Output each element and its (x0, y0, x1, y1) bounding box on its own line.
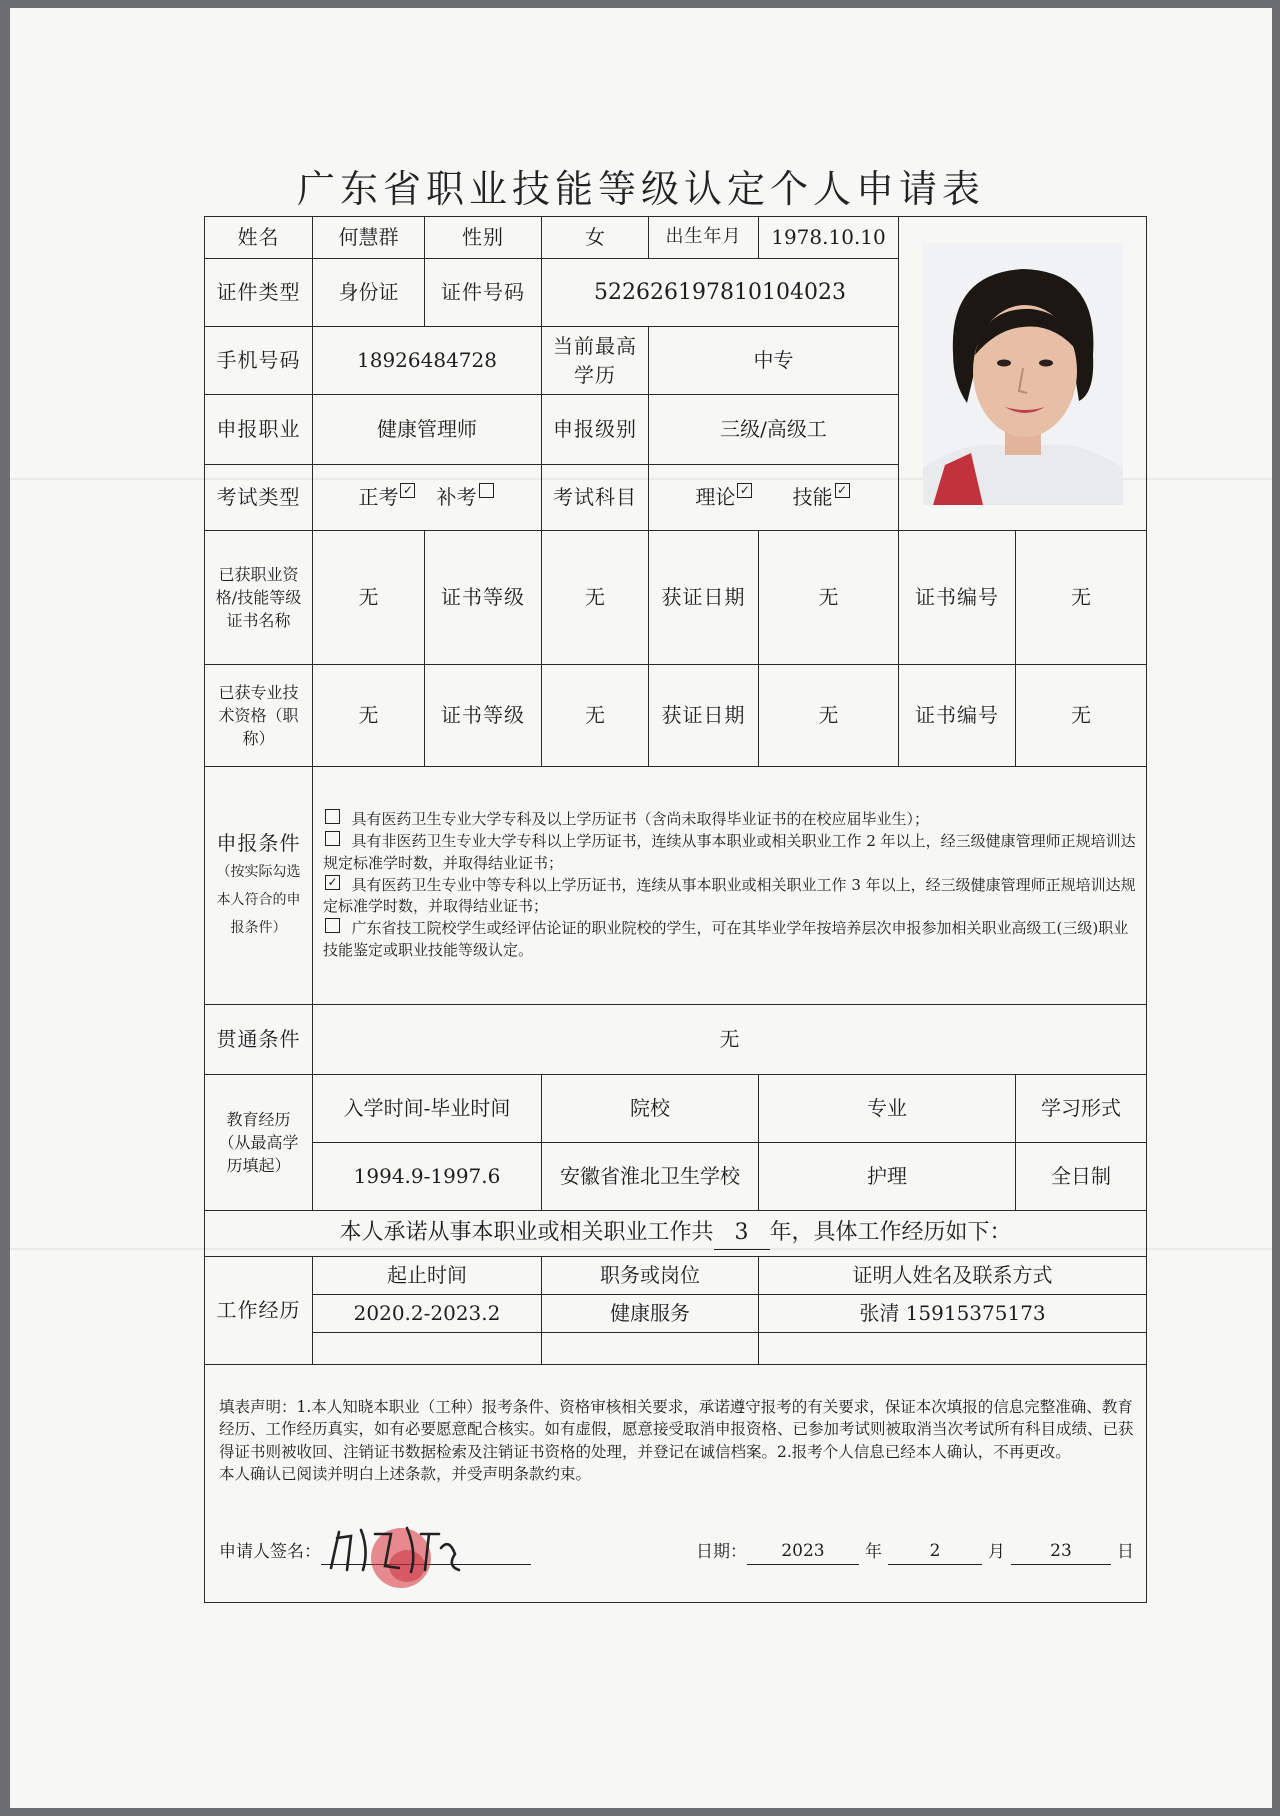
exam-type-options (313, 465, 542, 531)
birth-label: 出生年月 (649, 217, 759, 259)
professional-cert-name: 无 (313, 665, 425, 767)
subjects-label: 考试科目 (542, 465, 649, 531)
phone-label: 手机号码 (205, 327, 313, 395)
application-table (204, 216, 1147, 1603)
education-label: 当前最高学历 (542, 327, 649, 395)
form-sheet (10, 8, 1272, 1808)
vocational-cert-label: 已获职业资格/技能等级证书名称 (205, 531, 313, 665)
table-row (205, 1332, 1147, 1364)
empty-cell (313, 1332, 542, 1364)
conditions-note: （按实际勾选本人符合的申报条件） (216, 864, 301, 936)
work-position: 健康服务 (542, 1294, 759, 1332)
date-day[interactable]: 23 (1011, 1539, 1111, 1565)
work-label: 工作经历 (205, 1256, 313, 1364)
level-value: 三级/高级工 (649, 395, 899, 465)
signature-label: 申请人签名： (219, 1542, 321, 1563)
name-label: 姓名 (205, 217, 313, 259)
professional-cert-level-label: 证书等级 (425, 665, 542, 767)
edu-form: 全日制 (1016, 1143, 1147, 1211)
gender-value: 女 (542, 217, 649, 259)
theory-label: 理论 (695, 485, 736, 509)
commitment-line: 本人承诺从事本职业或相关职业工作共 3 年，具体工作经历如下： (205, 1211, 1147, 1257)
level-label: 申报级别 (542, 395, 649, 465)
makeup-exam-label: 补考 (436, 485, 477, 509)
conditions-list (313, 767, 1147, 1005)
signature-field[interactable] (321, 1524, 531, 1565)
declaration-text: 填表声明：1.本人知晓本职业（工种）报考条件、资格审核相关要求，承诺遵守报考的有关要求，保证本次填报的信息完整准确、教育经历、工作经历真实，如有必要愿意配合核实。如有虚假，愿意接受取消申报资格、已参加考试则被取消当次考试所有科目成绩、已获得证书则被收回、注销证书数据检索及注销证书资格的处理，并登记在诚信档案。2.报考个人信息已经本人确认，不再更改。 (219, 1397, 1134, 1461)
education-value: 中专 (649, 327, 899, 395)
page-title: 广东省职业技能等级认定个人申请表 (296, 167, 985, 211)
professional-cert-date-label: 获证日期 (649, 665, 759, 767)
date-label: 日期： (696, 1542, 747, 1563)
skill-checkbox[interactable]: ✓ (835, 483, 850, 498)
professional-cert-label: 已获专业技术资格（职称） (205, 665, 313, 767)
exam-type-label: 考试类型 (205, 465, 313, 531)
vocational-cert-level-label: 证书等级 (425, 531, 542, 665)
occupation-value: 健康管理师 (313, 395, 542, 465)
empty-cell (759, 1332, 1147, 1364)
makeup-exam-checkbox[interactable] (479, 483, 494, 498)
date-year[interactable]: 2023 (747, 1539, 859, 1565)
date-month[interactable]: 2 (888, 1539, 982, 1565)
gender-label: 性别 (425, 217, 542, 259)
vocational-cert-no-label: 证书编号 (899, 531, 1016, 665)
empty-cell (542, 1332, 759, 1364)
theory-checkbox[interactable]: ✓ (737, 483, 752, 498)
through-value: 无 (313, 1005, 1147, 1075)
vocational-cert-level: 无 (542, 531, 649, 665)
condition-item: 具有医药卫生专业大学专科及以上学历证书（含尚未取得毕业证书的在校应届毕业生）； (323, 809, 1136, 831)
professional-cert-date: 无 (759, 665, 899, 767)
condition-item: 广东省技工院校学生或经评估论证的职业院校的学生，可在其毕业学年按培养层次申报参加相关职业高级工(三级)职业技能鉴定或职业技能等级认定。 (323, 919, 1129, 959)
id-type-value: 身份证 (313, 259, 425, 327)
professional-cert-level: 无 (542, 665, 649, 767)
edu-period-header: 入学时间-毕业时间 (313, 1075, 542, 1143)
work-position-header: 职务或岗位 (542, 1256, 759, 1294)
declaration-cell (205, 1364, 1147, 1602)
signature-with-seal (321, 1508, 531, 1590)
edu-period: 1994.9-1997.6 (313, 1143, 542, 1211)
professional-cert-no-label: 证书编号 (899, 665, 1016, 767)
condition-checkbox[interactable] (325, 809, 340, 824)
vocational-cert-date: 无 (759, 531, 899, 665)
applicant-photo (923, 243, 1123, 505)
edu-school-header: 院校 (542, 1075, 759, 1143)
regular-exam-checkbox[interactable]: ✓ (400, 483, 415, 498)
photo-cell (899, 217, 1147, 531)
table-row (205, 1143, 1147, 1211)
regular-exam-label: 正考 (358, 485, 399, 509)
work-reference: 张清 15915375173 (759, 1294, 1147, 1332)
edu-major: 护理 (759, 1143, 1016, 1211)
id-number-value: 522626197810104023 (542, 259, 899, 327)
edu-school: 安徽省淮北卫生学校 (542, 1143, 759, 1211)
condition-checkbox[interactable] (325, 831, 340, 846)
condition-checkbox[interactable] (325, 918, 340, 933)
birth-value: 1978.10.10 (759, 217, 899, 259)
edu-major-header: 专业 (759, 1075, 1016, 1143)
condition-item: 具有非医药卫生专业大学专科以上学历证书，连续从事本职业或相关职业工作 2 年以上，经三级健康管理师正规培训达规定标准学时数，并取得结业证书； (323, 832, 1136, 872)
declaration-confirm: 本人确认已阅读并明白上述条款，并受声明条款约束。 (219, 1465, 592, 1484)
id-number-label: 证件号码 (425, 259, 542, 327)
work-period-header: 起止时间 (313, 1256, 542, 1294)
subject-options (649, 465, 899, 531)
edu-history-label: 教育经历（从最高学历填起） (205, 1075, 313, 1211)
name-value: 何慧群 (313, 217, 425, 259)
work-years: 3 (714, 1217, 770, 1250)
phone-value: 18926484728 (313, 327, 542, 395)
signature-line: 申请人签名： 日期： 2023 年 2 月 23 日 (219, 1524, 1134, 1565)
conditions-label: 申报条件 (216, 831, 301, 855)
vocational-cert-name: 无 (313, 531, 425, 665)
table-row (205, 1294, 1147, 1332)
condition-item: ✓ 具有医药卫生专业中等专科以上学历证书，连续从事本职业或相关职业工作 3 年以上，经三级健康管理师正规培训达规定标准学时数，并取得结业证书； (323, 874, 1136, 916)
skill-label: 技能 (792, 485, 833, 509)
occupation-label: 申报职业 (205, 395, 313, 465)
vocational-cert-number: 无 (1016, 531, 1147, 665)
through-label: 贯通条件 (205, 1005, 313, 1075)
edu-form-header: 学习形式 (1016, 1075, 1147, 1143)
id-type-label: 证件类型 (205, 259, 313, 327)
portrait-image (923, 243, 1123, 505)
vocational-cert-date-label: 获证日期 (649, 531, 759, 665)
professional-cert-number: 无 (1016, 665, 1147, 767)
work-period: 2020.2-2023.2 (313, 1294, 542, 1332)
work-ref-header: 证明人姓名及联系方式 (759, 1256, 1147, 1294)
conditions-label-cell (205, 767, 313, 1005)
condition-checkbox[interactable]: ✓ (325, 875, 340, 890)
